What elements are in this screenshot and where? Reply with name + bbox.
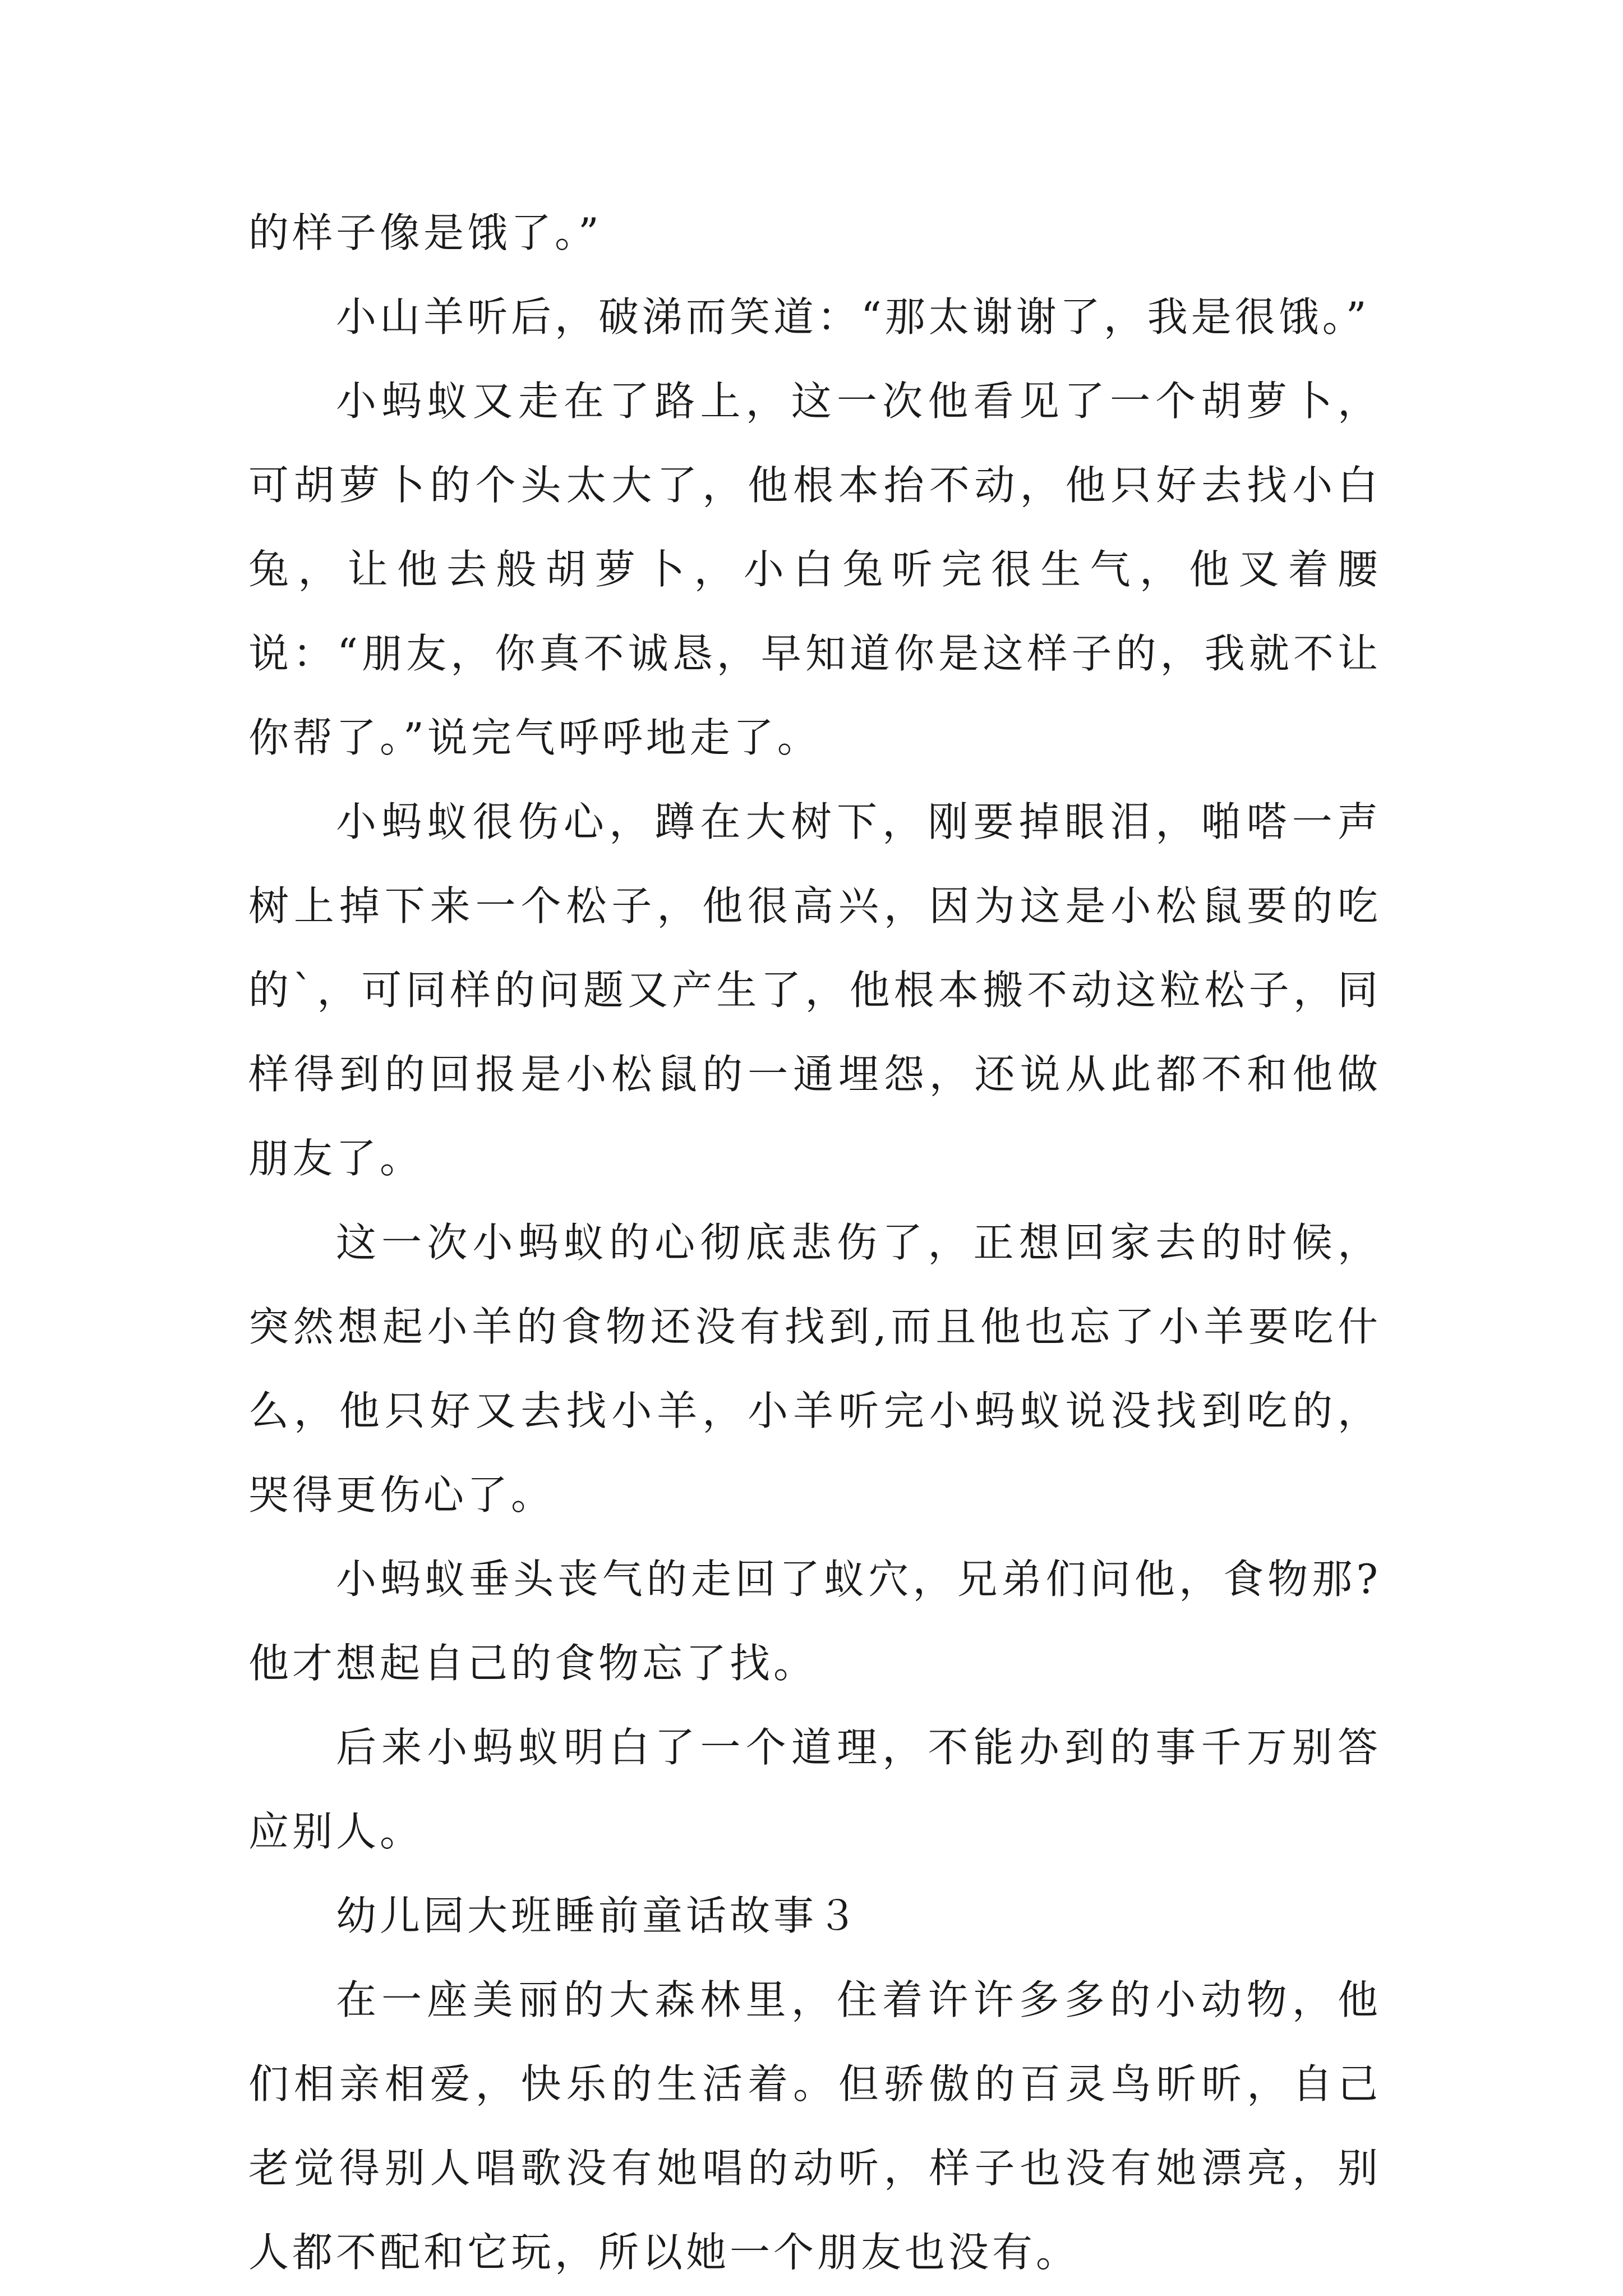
paragraph: 这一次小蚂蚁的心彻底悲伤了，正想回家去的时候，突然想起小羊的食物还没有找到,而且他也忘了小羊要吃什么，他只好又去找小羊，小羊听完小蚂蚁说没找到吃的，哭得更伤心了。 [248, 1219, 1381, 1519]
paragraph: 小蚂蚁垂头丧气的走回了蚁穴，兄弟们问他，食物那?他才想起自己的食物忘了找。 [248, 1556, 1381, 1687]
body-text [248, 191, 1381, 2294]
paragraph: 的样子像是饿了。” [248, 209, 602, 256]
section-heading: 幼儿园大班睡前童话故事３ [336, 1892, 861, 1939]
paragraph: 小蚂蚁又走在了路上，这一次他看见了一个胡萝卜，可胡萝卜的个头太大了，他根本抬不动，他只好去找小白兔，让他去般胡萝卜，小白兔听完很生气，他叉着腰说：“朋友，你真不诚恳，早知道你是这样子的，我就不让你帮了。”说完气呼呼地走了。 [248, 378, 1381, 761]
paragraph: 在一座美丽的大森林里，住着许许多多的小动物，他们相亲相爱，快乐的生活着。但骄傲的百灵鸟昕昕，自己老觉得别人唱歌没有她唱的动听，样子也没有她漂亮，别人都不配和它玩，所以她一个朋友也没有。 [248, 1976, 1381, 2276]
paragraph: 后来小蚂蚁明白了一个道理，不能办到的事千万别答应别人。 [248, 1724, 1381, 1855]
paragraph: 小山羊听后，破涕而笑道：“那太谢谢了，我是很饿。” [336, 293, 1370, 341]
paragraph: 小蚂蚁很伤心，蹲在大树下，刚要掉眼泪，啪嗒一声树上掉下来一个松子，他很高兴，因为这是小松鼠要的吃的`，可同样的问题又产生了，他根本搬不动这粒松子，同样得到的回报是小松鼠的一通埋怨，还说从此都不和他做朋友了。 [248, 798, 1381, 1182]
